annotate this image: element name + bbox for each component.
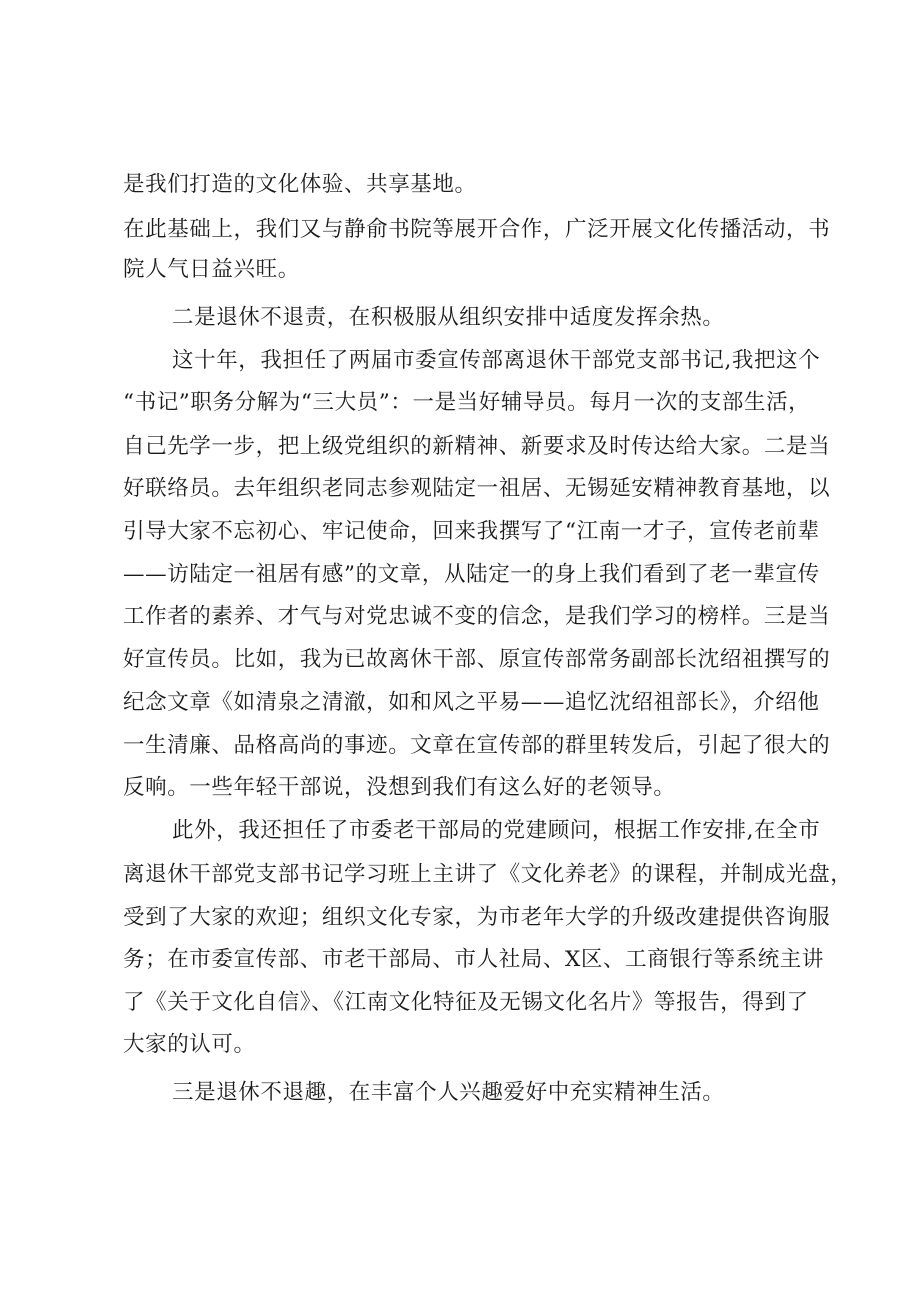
text-line: 务；在市委宣传部、市老干部局、市人社局、X区、工商银行等系统主讲 (123, 947, 825, 972)
text-line: ——访陆定一祖居有感”的文章，从陆定一的身上我们看到了老一辈宣传 (123, 562, 820, 587)
text-line: 大家的认可。 (123, 1032, 256, 1057)
text-line: 离退休干部党支部书记学习班上主讲了《文化养老》的课程，并制成光盘， (123, 862, 853, 887)
text-line: 二是退休不退责，在积极服从组织安排中适度发挥余热。 (172, 305, 725, 330)
text-line: 好宣传员。比如，我为已故离休干部、原宣传部常务副部长沈绍祖撰写的 (123, 647, 831, 672)
text-line: 好联络员。去年组织老同志参观陆定一祖居、无锡延安精神教育基地，以 (123, 476, 831, 501)
text-line: 一生清廉、品格高尚的事迹。文章在宣传部的群里转发后，引起了很大的 (123, 733, 831, 758)
text-line: 这十年，我担任了两届市委宣传部离退休干部党支部书记,我把这个 (172, 348, 821, 373)
text-line: 自己先学一步，把上级党组织的新精神、新要求及时传达给大家。二是当 (123, 434, 831, 459)
text-line: 在此基础上，我们又与静俞书院等展开合作，广泛开展文化传播活动，书 (123, 217, 831, 242)
text-line: 了《关于文化自信》、《江南文化特征及无锡文化名片》等报告，得到了 (123, 990, 809, 1015)
text-line: 工作者的素养、才气与对党忠诚不变的信念，是我们学习的榜样。三是当 (123, 604, 831, 629)
text-line: “书记”职务分解为“三大员”：一是当好辅导员。每月一次的支部生活， (123, 390, 811, 415)
text-line: 受到了大家的欢迎；组织文化专家，为市老年大学的升级改建提供咨询服 (123, 905, 831, 930)
text-line: 纪念文章《如清泉之清澈，如和风之平易——追忆沈绍祖部长》，介绍他 (123, 690, 820, 715)
text-line: 是我们打造的文化体验、共享基地。 (123, 172, 477, 197)
text-line: 此外，我还担任了市委老干部局的党建顾问，根据工作安排,在全市 (172, 818, 821, 843)
text-line: 引导大家不忘初心、牢记使命，回来我撰写了“江南一才子，宣传老前辈 (123, 519, 820, 544)
text-line: 院人气日益兴旺。 (123, 257, 300, 282)
text-line: 三是退休不退趣，在丰富个人兴趣爱好中充实精神生活。 (172, 1080, 725, 1105)
text-line: 反响。一些年轻干部说，没想到我们有这么好的老领导。 (123, 775, 676, 800)
